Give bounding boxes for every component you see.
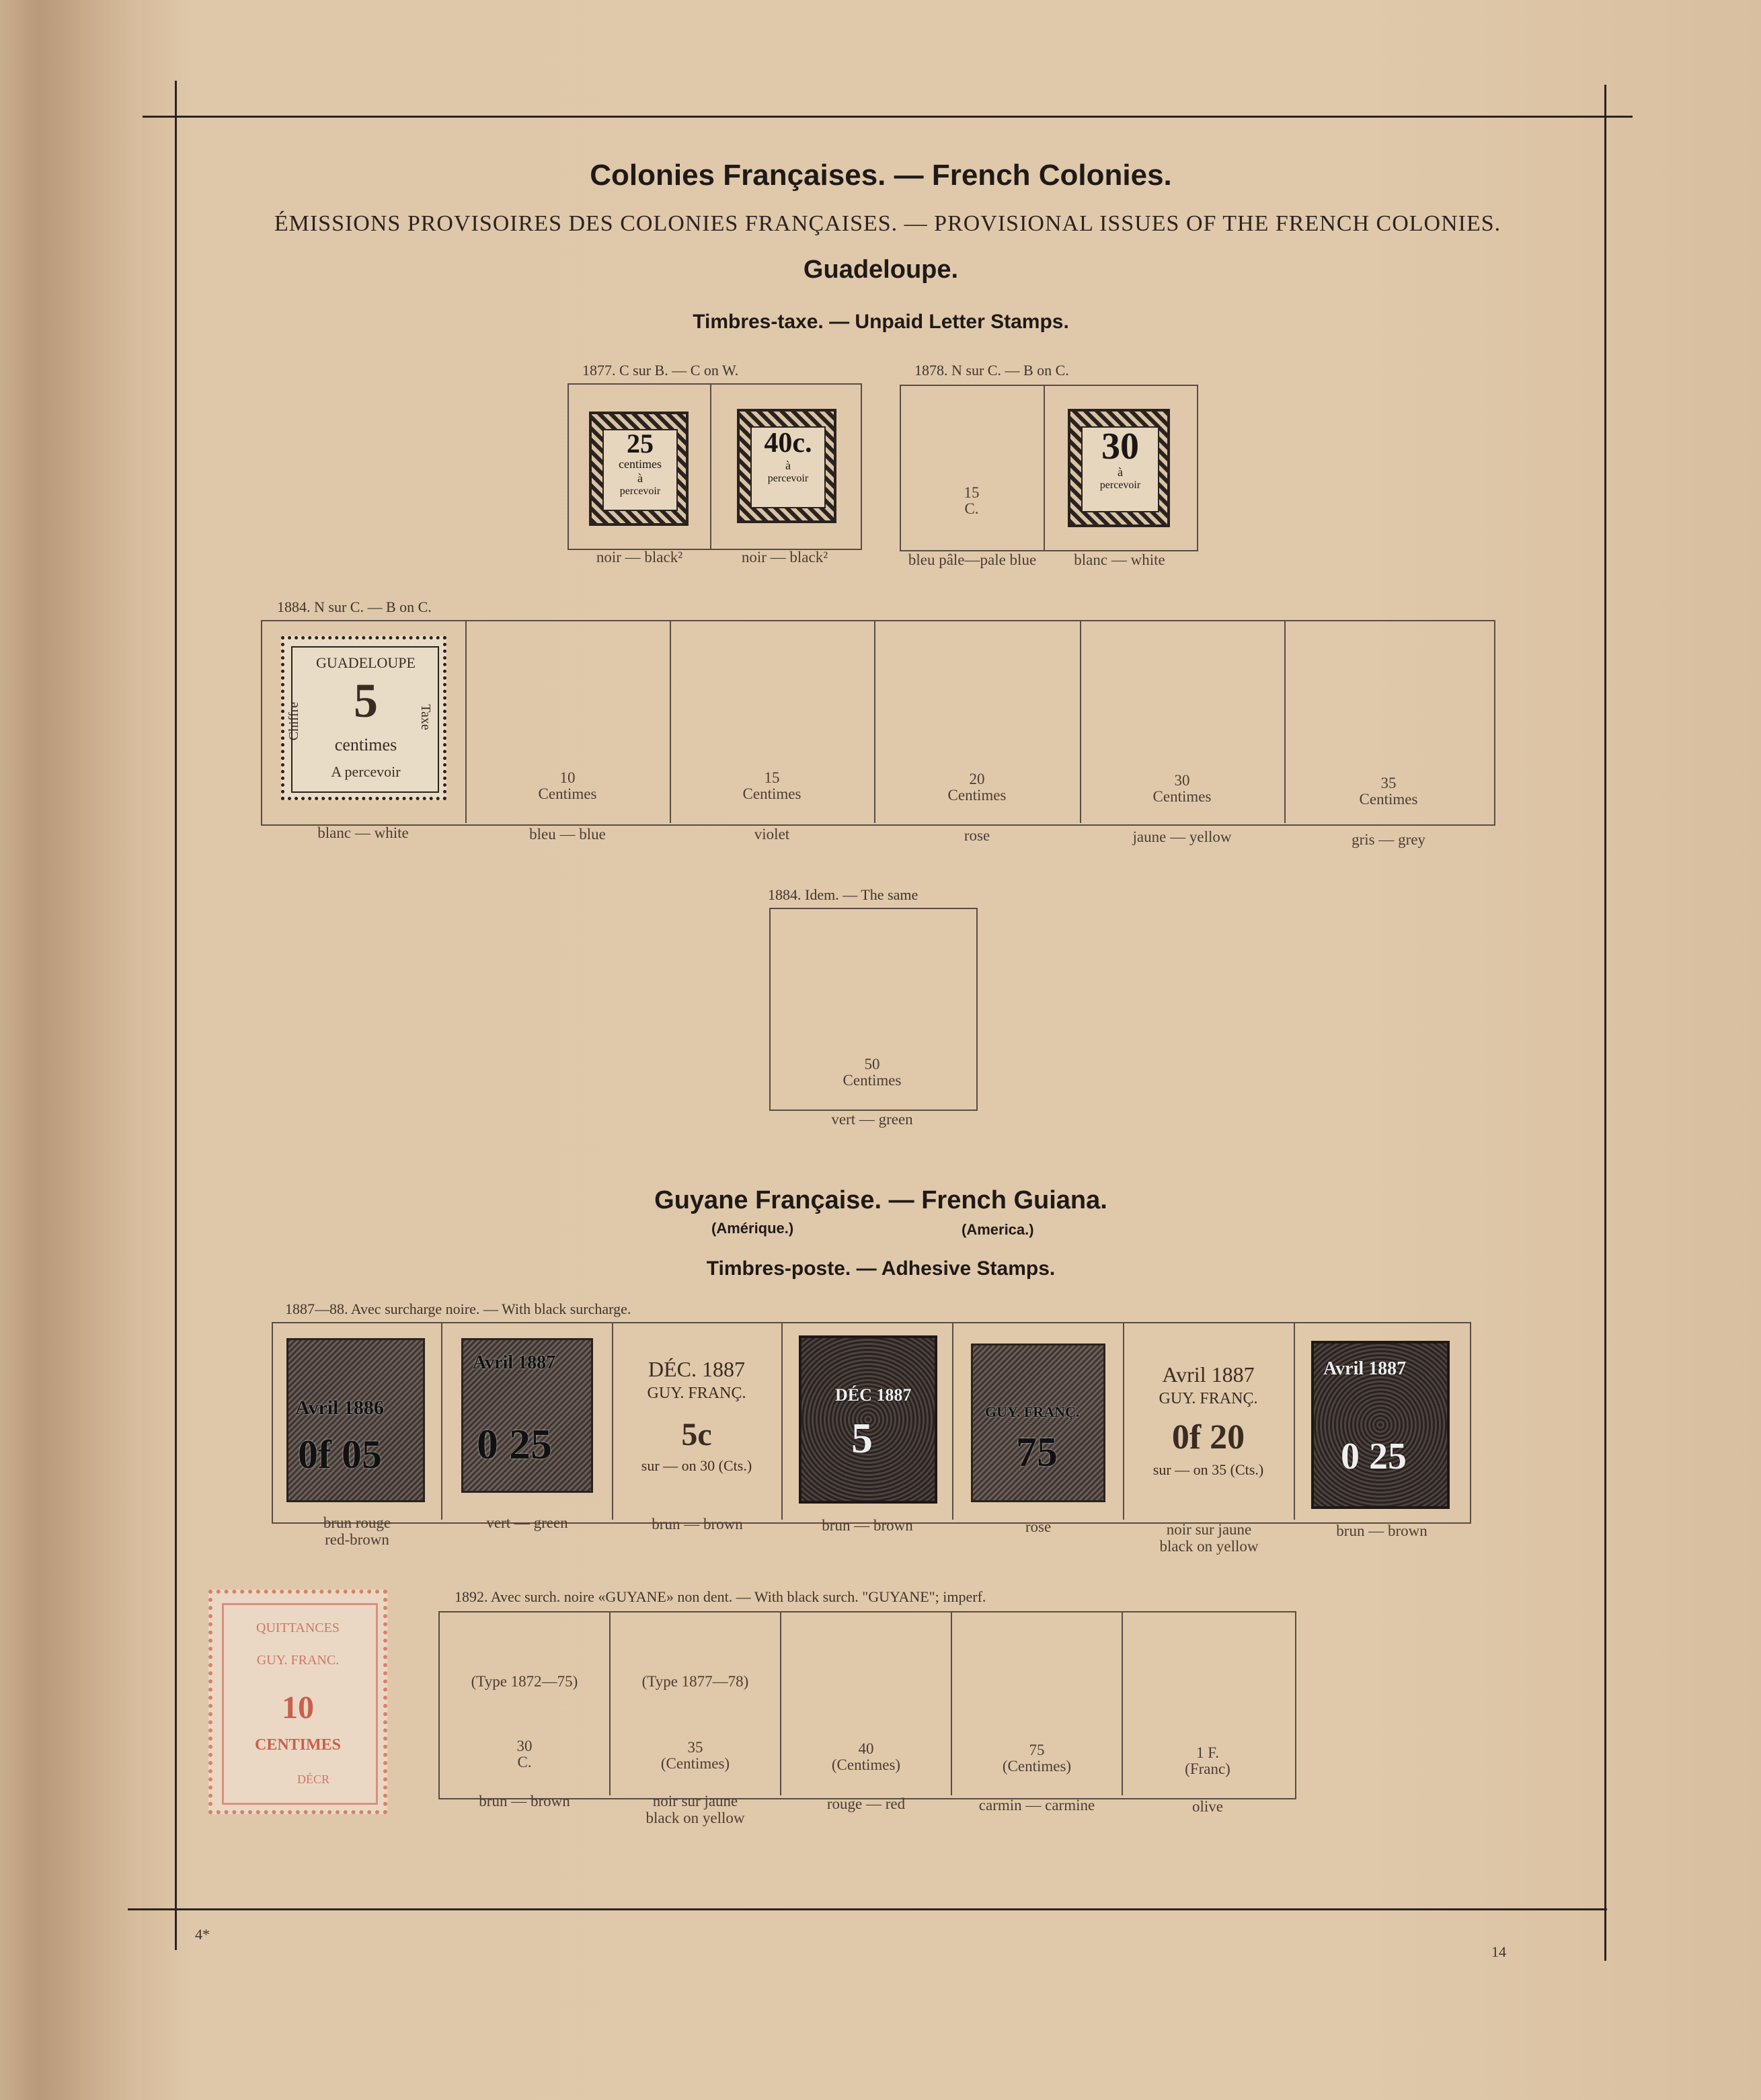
divider xyxy=(1044,386,1045,550)
slot-unit: Centimes xyxy=(947,787,1007,804)
stamp-text: GUADELOUPE xyxy=(316,654,416,671)
colour-label: noir — black² xyxy=(741,549,828,566)
slot-value: 30 xyxy=(516,1738,533,1754)
slot-unit: (Franc) xyxy=(1185,1760,1230,1777)
stamp-text: DÉCR xyxy=(297,1773,329,1786)
stamp-1878-30c xyxy=(1068,409,1170,527)
colour-label: blanc — white xyxy=(317,824,409,841)
slot-unit: (Centimes) xyxy=(1002,1758,1072,1775)
issue-label-1887: 1887—88. Avec surcharge noire. — With black surcharge. xyxy=(285,1300,631,1317)
stamp-text: GUY. FRANC. xyxy=(256,1653,340,1668)
stamp-text: centimes xyxy=(619,457,662,471)
slot-value: 75 xyxy=(1029,1742,1045,1758)
frame-right xyxy=(1604,85,1606,1961)
slot-value: 20 xyxy=(969,771,985,787)
colour-label: rouge — red xyxy=(826,1795,906,1812)
colour-label: rose xyxy=(1025,1518,1052,1535)
stamp-value: 0f 05 xyxy=(298,1432,382,1477)
slot-type: (Type 1877—78) xyxy=(641,1673,749,1690)
issue-label-1884-idem: 1884. Idem. — The same xyxy=(768,886,918,903)
frame-bottom xyxy=(128,1908,1607,1910)
slot-unit: Centimes xyxy=(843,1072,902,1089)
stamp-center xyxy=(750,426,826,508)
slot-unit: C. xyxy=(964,500,979,517)
stamp-overprint: Avril 1887 xyxy=(473,1352,556,1373)
stamp-overprint: GUY. FRANÇ. xyxy=(985,1403,1080,1420)
colour-label: gris — grey xyxy=(1352,831,1425,848)
surcharge-text: GUY. FRANÇ. xyxy=(1159,1390,1258,1407)
stamp-value: 40c. xyxy=(764,428,812,459)
slot-value: 15 xyxy=(764,769,780,786)
colour-label: violet xyxy=(754,826,790,843)
colour-label: noir — black² xyxy=(596,549,683,566)
colour-label: brun rouge red-brown xyxy=(323,1514,391,1549)
slot-unit: Centimes xyxy=(1152,788,1212,805)
section-subheading-adhesive: Timbres-poste. — Adhesive Stamps. xyxy=(706,1257,1056,1280)
slot-value: 35 xyxy=(687,1739,703,1756)
stamp-text: CENTIMES xyxy=(254,1736,342,1754)
stamp-value: 75 xyxy=(1016,1430,1058,1475)
stamp-1884-5c xyxy=(281,636,446,800)
surcharge-text: Avril 1887 xyxy=(1162,1362,1255,1387)
colour-label: brun — brown xyxy=(1336,1522,1427,1539)
stamp-1887-5-brown xyxy=(799,1335,937,1504)
stamp-1887-025-brown xyxy=(1311,1341,1450,1509)
section-heading-guyane: Guyane Française. — French Guiana. xyxy=(654,1186,1107,1214)
slot-unit: C. xyxy=(517,1754,532,1771)
surcharge-0f20 xyxy=(1124,1362,1292,1479)
colour-label: brun — brown xyxy=(479,1793,570,1810)
colour-label: noir sur jaune black on yellow xyxy=(1159,1521,1259,1555)
book-spine xyxy=(0,0,141,2100)
colour-label: bleu — blue xyxy=(529,826,606,843)
stamp-center xyxy=(1081,426,1159,512)
slot-unit: Centimes xyxy=(538,785,597,802)
stamp-1887-0f05 xyxy=(286,1338,425,1502)
section-heading-guadeloupe: Guadeloupe. xyxy=(803,256,959,284)
stamp-value: 0 25 xyxy=(477,1420,552,1468)
surcharge-text: GUY. FRANÇ. xyxy=(647,1385,746,1402)
stamp-text: QUITTANCES xyxy=(256,1621,340,1635)
colour-label: jaune — yellow xyxy=(1132,828,1232,845)
colour-label: rose xyxy=(964,827,990,844)
slot-unit: Centimes xyxy=(1359,791,1418,808)
issue-label-1884: 1884. N sur C. — B on C. xyxy=(277,598,432,615)
stamp-quittances-10c xyxy=(208,1590,387,1814)
divider xyxy=(710,385,711,549)
issue-label-1878: 1878. N sur C. — B on C. xyxy=(914,362,1069,379)
section-subheading-unpaid: Timbres-taxe. — Unpaid Letter Stamps. xyxy=(693,311,1069,333)
colour-label: vert — green xyxy=(486,1514,568,1531)
stamp-text: à xyxy=(1118,465,1123,479)
stamp-text: Chiffre xyxy=(286,701,302,741)
stamp-text: Taxe xyxy=(418,704,433,730)
divider xyxy=(952,1323,953,1520)
slot-value: 35 xyxy=(1380,775,1397,791)
stamp-text: percevoir xyxy=(1099,479,1141,491)
footer-signature: 4* xyxy=(195,1926,210,1943)
colour-label: brun — brown xyxy=(652,1516,743,1532)
surcharge-text: sur — on 30 (Cts.) xyxy=(641,1457,752,1474)
colour-label: brun — brown xyxy=(822,1517,913,1534)
slot-unit: (Centimes) xyxy=(660,1755,730,1772)
colour-label: noir sur jaune black on yellow xyxy=(645,1793,745,1827)
stamp-1887-025-green xyxy=(461,1338,593,1493)
stamp-text: percevoir xyxy=(767,473,809,485)
slot-value: 15 xyxy=(964,484,980,501)
colour-label: carmin — carmine xyxy=(978,1797,1095,1814)
stamp-text: à xyxy=(637,471,643,485)
surcharge-text: DÉC. 1887 xyxy=(648,1357,745,1381)
slot-unit: Centimes xyxy=(742,785,801,802)
surcharge-value: 5c xyxy=(681,1417,712,1452)
stamp-1877-40c xyxy=(737,409,836,523)
issue-label-1892: 1892. Avec surch. noire «GUYANE» non dent. — With black surch. "GUYANE"; imperf. xyxy=(455,1588,986,1605)
slot-unit: (Centimes) xyxy=(831,1756,901,1773)
colour-label: blanc — white xyxy=(1074,551,1165,568)
slot-value: 50 xyxy=(864,1056,880,1073)
divider xyxy=(441,1323,442,1520)
surcharge-text: sur — on 35 (Cts.) xyxy=(1152,1461,1264,1478)
stamp-value: 5 xyxy=(851,1414,873,1462)
stamp-value: 25 xyxy=(627,428,654,459)
stamp-value: 0 25 xyxy=(1341,1436,1407,1477)
slot-value: 40 xyxy=(858,1740,874,1757)
slot-type: (Type 1872—75) xyxy=(471,1673,578,1690)
page-number: 14 xyxy=(1491,1943,1506,1960)
stamp-overprint: Avril 1887 xyxy=(1323,1358,1407,1379)
region-fr: (Amérique.) xyxy=(711,1220,794,1237)
stamp-1887-75-rose xyxy=(971,1344,1105,1502)
page-subtitle: ÉMISSIONS PROVISOIRES DES COLONIES FRANÇAISES. — PROVISIONAL ISSUES OF THE FRENCH COLONIES. xyxy=(274,211,1501,236)
stamp-value: 30 xyxy=(1101,426,1139,467)
stamp-overprint: Avril 1886 xyxy=(295,1397,384,1419)
stamp-text: centimes xyxy=(334,735,397,754)
slot-value: 30 xyxy=(1174,772,1190,789)
stamp-overprint: DÉC 1887 xyxy=(835,1385,912,1405)
slot-value: 10 xyxy=(559,769,576,786)
colour-label: bleu pâle—pale blue xyxy=(908,551,1037,568)
region-en: (America.) xyxy=(962,1221,1034,1238)
frame-left xyxy=(175,81,177,1950)
stamp-1877-25c xyxy=(589,412,689,526)
slot-value: 1 F. xyxy=(1196,1744,1219,1761)
frame-top xyxy=(143,116,1633,118)
divider xyxy=(781,1323,783,1520)
divider xyxy=(1294,1323,1295,1520)
stamp-value: 10 xyxy=(282,1690,314,1725)
stamp-value: 5 xyxy=(354,674,378,728)
stamp-text: A percevoir xyxy=(331,763,401,780)
colour-label: vert — green xyxy=(831,1111,913,1128)
surcharge-value: 0f 20 xyxy=(1171,1418,1245,1456)
colour-label: olive xyxy=(1192,1798,1223,1815)
page-title: Colonies Françaises. — French Colonies. xyxy=(590,159,1172,192)
stamp-center xyxy=(602,429,678,511)
stamp-text: à xyxy=(785,459,791,473)
surcharge-5c xyxy=(613,1357,780,1475)
stamp-text: percevoir xyxy=(619,485,661,497)
issue-label-1877: 1877. C sur B. — C on W. xyxy=(582,362,739,379)
